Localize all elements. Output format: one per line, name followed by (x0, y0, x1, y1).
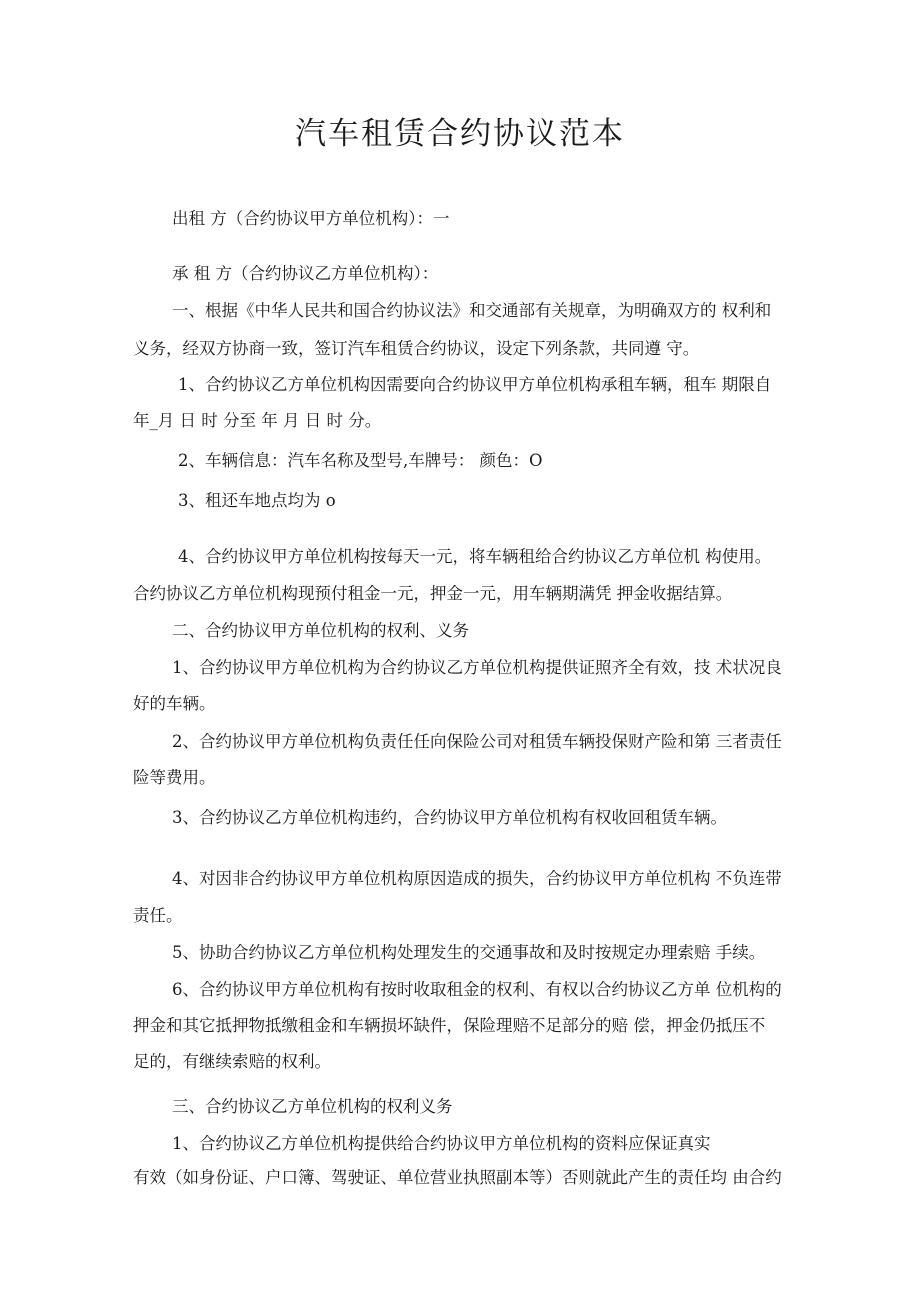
lessor-line: 出租 方（合约协议甲方单位机构）：一 (172, 209, 450, 228)
paragraph-line: 一、根据《中华人民共和国合约协议法》和交通部有关规章，为明确双方的 权利和 (172, 301, 772, 320)
paragraph-line: 1、合约协议乙方单位机构因需要向合约协议甲方单位机构承租车辆，租车 期限自 (178, 375, 772, 394)
paragraph-line: 3、租还车地点均为 o (178, 491, 336, 510)
paragraph-line: 3、合约协议乙方单位机构违约，合约协议甲方单位机构有权收回租赁车辆。 (172, 808, 727, 827)
paragraph-line: 好的车辆。 (133, 694, 216, 713)
paragraph-line: 2、车辆信息：汽车名称及型号,车牌号： 颜色：O (178, 451, 543, 470)
paragraph-line: 义务，经双方协商一致，签订汽车租赁合约协议，设定下列条款，共同遵 守。 (133, 339, 700, 358)
paragraph-line: 2、合约协议甲方单位机构负责任任向保险公司对租赁车辆投保财产险和第 三者责任 (172, 732, 782, 751)
paragraph-line: 6、合约协议甲方单位机构有按时收取租金的权利、有权以合约协议乙方单 位机构的 (172, 980, 782, 999)
paragraph-line: 5、协助合约协议乙方单位机构处理发生的交通事故和及时按规定办理索赔 手续。 (172, 943, 766, 962)
paragraph-line: 年_月 日 时 分至 年 月 日 时 分。 (133, 411, 382, 430)
paragraph-line: 4、对因非合约协议甲方单位机构原因造成的损失，合约协议甲方单位机构 不负连带 (172, 869, 782, 888)
paragraph-line: 合约协议乙方单位机构现预付租金一元，押金一元，用车辆期满凭 押金收据结算。 (133, 584, 733, 603)
paragraph-line: 责任。 (133, 906, 183, 925)
paragraph-line: 险等费用。 (133, 768, 216, 787)
paragraph-line: 4、合约协议甲方单位机构按每天一元，将车辆租给合约协议乙方单位机 构使用。 (178, 547, 772, 566)
paragraph-line: 有效（如身份证、户口簿、驾驶证、单位营业执照副本等）否则就此产生的责任均 由合约 (133, 1168, 782, 1187)
paragraph-line: 1、合约协议甲方单位机构为合约协议乙方单位机构提供证照齐全有效，技 术状况良 (172, 658, 782, 677)
document-title: 汽车租赁合约协议范本 (295, 116, 625, 152)
paragraph-line: 押金和其它抵押物抵缴租金和车辆损坏缺件，保险理赔不足部分的赔 偿，押金仍抵压不 (133, 1016, 766, 1035)
section-heading: 二、合约协议甲方单位机构的权利、义务 (172, 621, 469, 640)
lessee-line: 承 租 方（合约协议乙方单位机构）： (172, 264, 439, 283)
paragraph-line: 足的，有继续索赔的权利。 (133, 1052, 331, 1071)
paragraph-line: 1、合约协议乙方单位机构提供给合约协议甲方单位机构的资料应保证真实 (172, 1134, 711, 1153)
section-heading: 三、合约协议乙方单位机构的权利义务 (172, 1097, 453, 1116)
